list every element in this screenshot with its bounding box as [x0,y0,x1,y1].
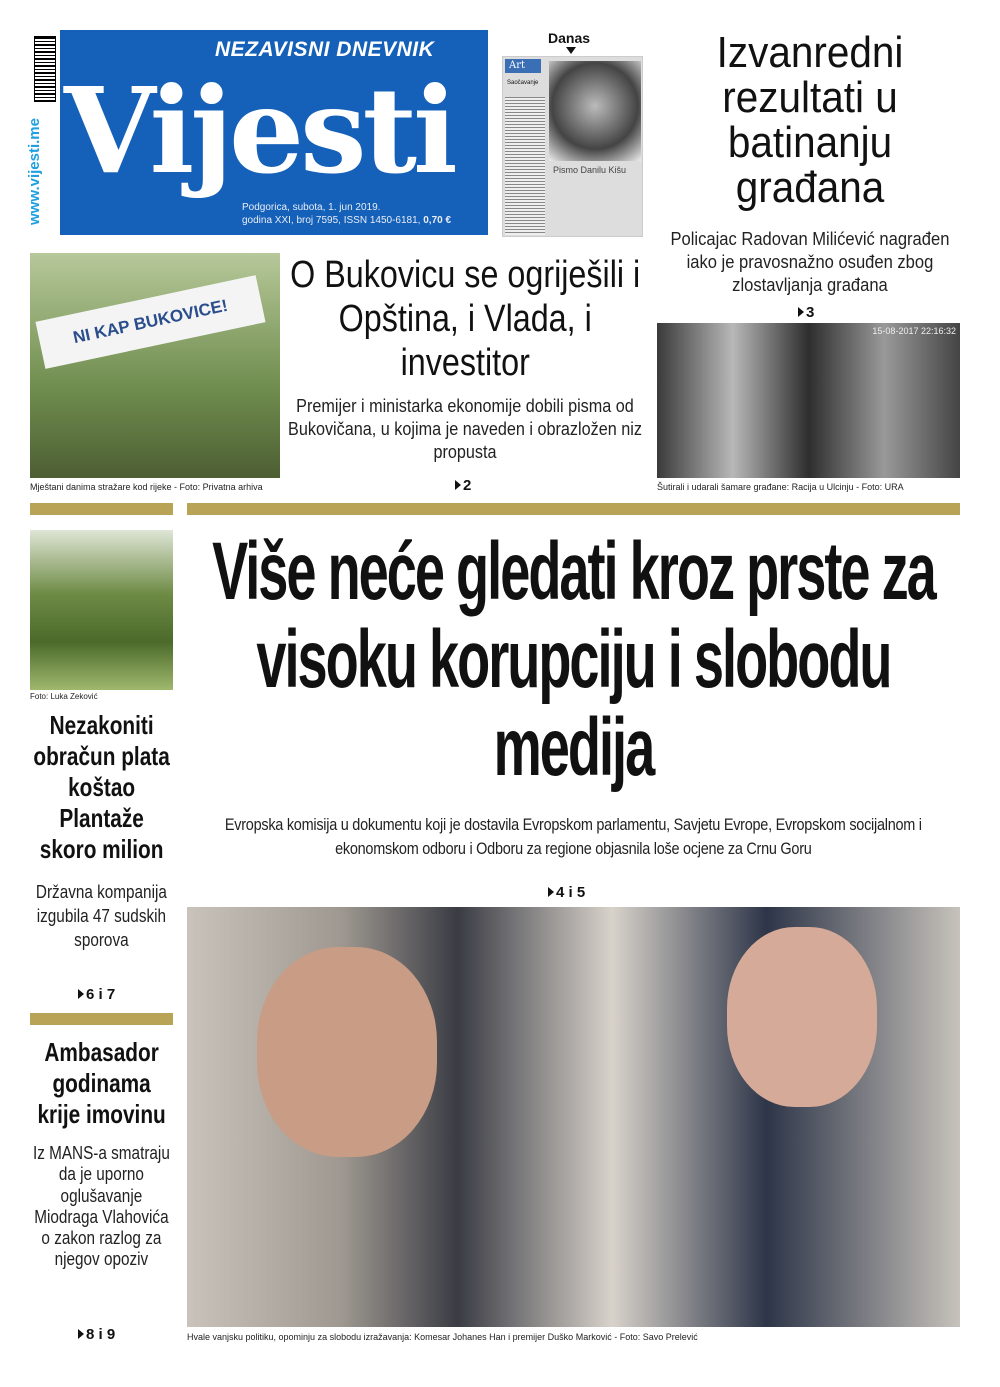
bukovica-headline[interactable]: O Bukovicu se ogriješili i Opština, i Vlada, i investitor [290,254,641,384]
main-caption: Hvale vanjsku politiku, opominju za slobodu izražavanja: Komesar Johanes Han i premijer Duško Marković - Foto: Savo Prelević [187,1332,698,1342]
plantaze-subtitle: Državna kompanija izgubila 47 sudskih sporova [35,882,167,950]
person-face [727,927,877,1107]
top-right-subtitle: Policajac Radovan Milićević nagrađen iako je pravosnažno osuđen zbog zlostavljanja građana [670,229,950,295]
main-deck: Evropska komisija u dokumentu koji je dostavila Evropskom parlamentu, Savjetu Evrope, Evropskom socijalnom i ekonomskom odboru i Odboru za regione objasnila loše ocjene za Crnu Goru [224,815,922,858]
cctv-timestamp: 15-08-2017 22:16:32 [872,326,956,336]
bukovica-caption: Mještani danima stražare kod rijeke - Foto: Privatna arhiva [30,482,263,492]
issue-date: Podgorica, subota, 1. jun 2019. [242,202,381,213]
plantaze-headline[interactable]: Nezakoniti obračun plata koštao Plantaže skoro milion [33,710,170,864]
section-label: Art [505,59,541,73]
danas-label: Danas [548,30,591,46]
page-ref-6-7[interactable]: 6 i 7 [78,986,115,1003]
main-photo [187,907,960,1327]
page-ref-4-5[interactable]: 4 i 5 [548,884,585,901]
divider-bar [30,1013,173,1025]
person-face [257,947,437,1157]
raid-cctv-photo [657,323,960,478]
issue-info [242,201,451,227]
vineyard-photo [30,530,173,690]
vineyard-caption: Foto: Luka Zeković [30,692,98,701]
bukovica-subtitle: Premijer i ministarka ekonomije dobili pisma od Bukovičana, u kojima je naveden i obrazložen niz propusta [288,396,642,462]
price: 0,70 € [423,215,452,226]
page-ref-2[interactable]: 2 [455,477,471,494]
ambasador-headline[interactable]: Ambasador godinama krije imovinu [37,1037,166,1129]
down-arrow-icon [566,47,576,54]
protest-banner: NI KAP BUKOVICE! [35,275,265,369]
supplement-small: Saočavanje [507,80,539,86]
top-right-headline[interactable]: Izvanredni rezultati u batinanju građana [716,28,904,212]
newspaper-logo: Vijesti [64,61,454,200]
divider-bar [30,503,173,515]
supplement-thumbnail[interactable] [502,56,643,237]
page-ref-8-9[interactable]: 8 i 9 [78,1326,115,1343]
divider-bar [187,503,960,515]
text-columns [505,97,545,235]
bukovica-photo [30,253,280,478]
portrait-photo [549,61,641,161]
ambasador-subtitle: Iz MANS-a smatraju da je uporno oglušavanje Miodraga Vlahovića o zakon razlog za njegov opoziv [32,1143,170,1270]
masthead-tagline: NEZAVISNI DNEVNIK [215,38,435,61]
site-url[interactable]: www.vijesti.me [26,118,43,225]
issue-number: godina XXI, broj 7595, ISSN 1450-6181, [242,215,421,226]
main-headline[interactable]: Više neće gledati kroz prste za visoku korupciju i slobodu medija [212,526,935,793]
supplement-story: Pismo Danilu Kišu [553,165,627,175]
top-right-caption: Šutirali i udarali šamare građane: Racija u Ulcinju - Foto: URA [657,482,904,492]
barcode [34,36,56,102]
page-ref-3[interactable]: 3 [798,304,814,321]
